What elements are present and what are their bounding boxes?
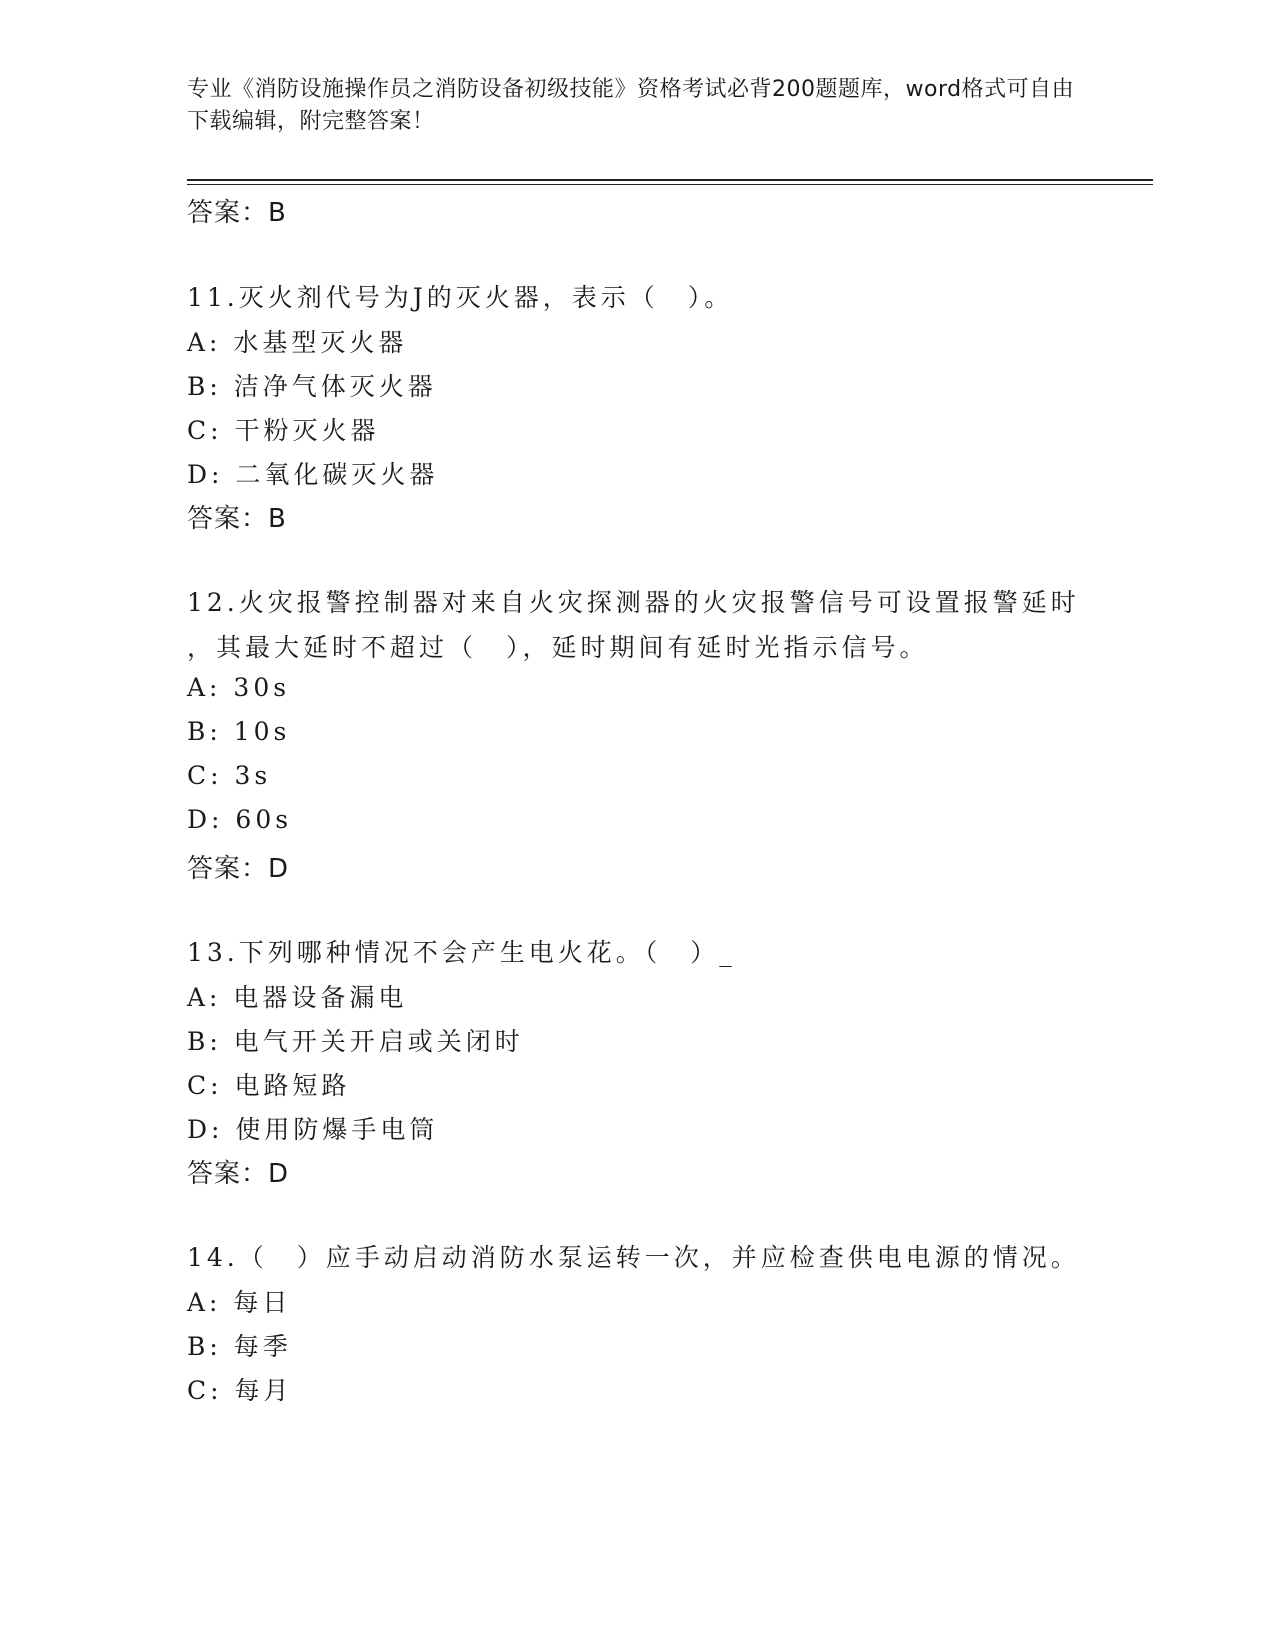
question-13: 13.下列哪种情况不会产生电火花。（ ）_ — [187, 938, 736, 967]
answer-q12: 答案：D — [187, 854, 290, 884]
question-12-line2: ，其最大延时不超过（ ），延时期间有延时光指示信号。 — [187, 633, 929, 662]
option-13-c: C: 电路短路 — [187, 1071, 351, 1100]
answer-q13: 答案：D — [187, 1159, 290, 1189]
option-11-b: B: 洁净气体灭火器 — [187, 372, 437, 401]
option-11-a: A: 水基型灭火器 — [187, 328, 408, 357]
option-14-b: B: 每季 — [187, 1332, 292, 1361]
option-12-b: B: 10s — [187, 717, 291, 746]
document-header: 专业《消防设施操作员之消防设备初级技能》资格考试必背200题题库，word格式可自由下载编辑，附完整答案！ — [187, 77, 1075, 134]
answer-q10: 答案：B — [187, 198, 287, 228]
option-13-a: A: 电器设备漏电 — [187, 983, 408, 1012]
option-13-b: B: 电气开关开启或关闭时 — [187, 1027, 524, 1056]
question-14: 14.（ ）应手动启动消防水泵运转一次，并应检查供电电源的情况。 — [187, 1243, 1080, 1272]
option-13-d: D: 使用防爆手电筒 — [187, 1115, 439, 1144]
option-11-d: D: 二氧化碳灭火器 — [187, 460, 439, 489]
option-12-a: A: 30s — [187, 673, 291, 702]
option-14-a: A: 每日 — [187, 1288, 292, 1317]
question-12-line1: 12.火灾报警控制器对来自火灾探测器的火灾报警信号可设置报警延时 — [187, 588, 1080, 617]
header-rule-thin — [187, 184, 1153, 185]
option-11-c: C: 干粉灭火器 — [187, 416, 380, 445]
option-12-c: C: 3s — [187, 761, 272, 790]
option-12-d: D: 60s — [187, 805, 293, 834]
header-rule-thick — [187, 179, 1153, 181]
answer-q11: 答案：B — [187, 504, 287, 534]
question-11: 11.灭火剂代号为J的灭火器，表示（ ）。 — [187, 283, 734, 312]
option-14-c: C: 每月 — [187, 1376, 293, 1405]
